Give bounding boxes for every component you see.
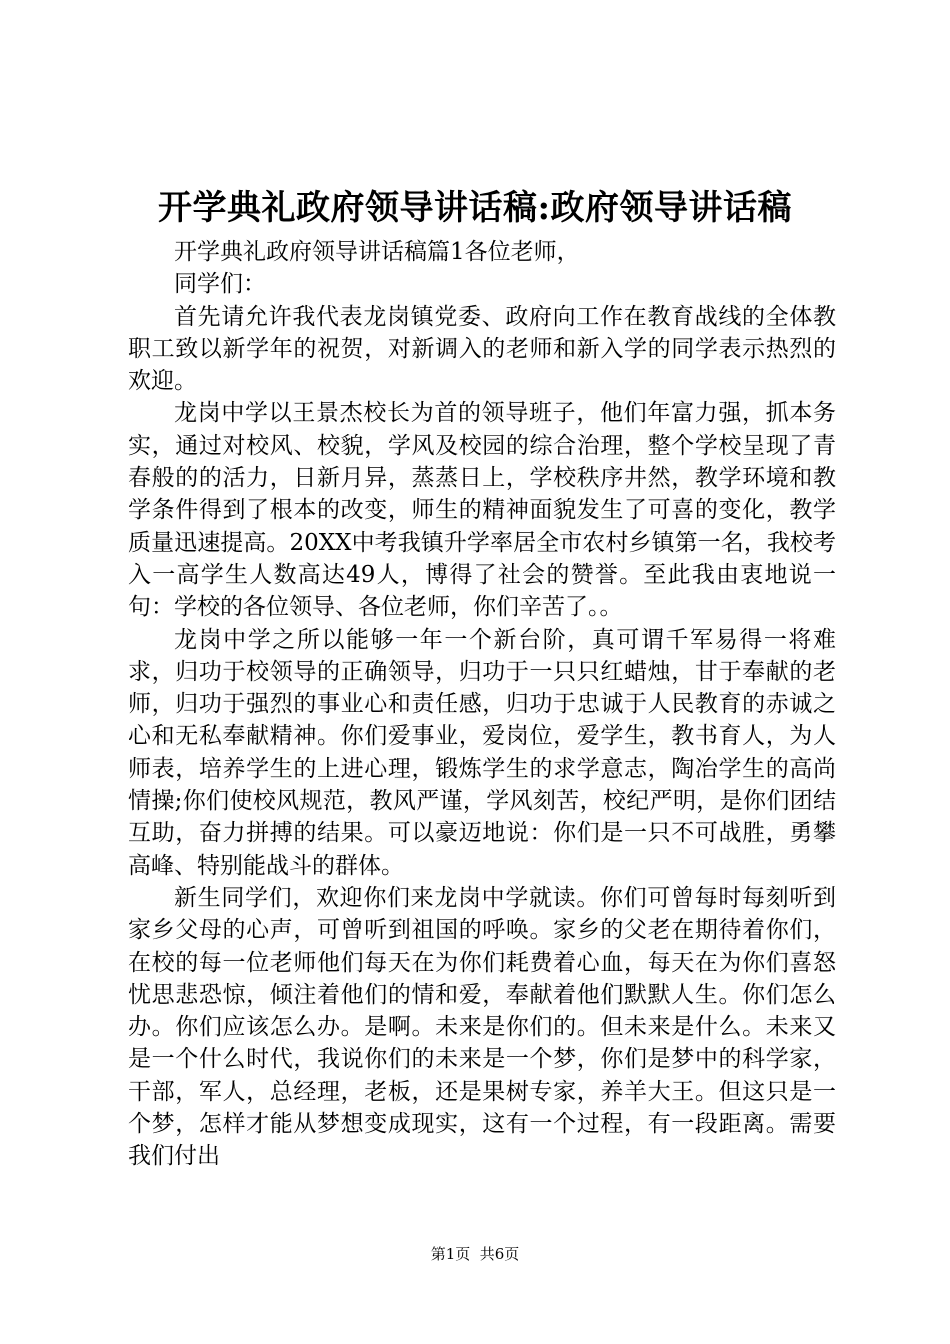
paragraph-new-students: 新生同学们，欢迎你们来龙岗中学就读。你们可曾每时每刻听到家乡父母的心声，可曾听到祖国的呼唤。家乡的父老在期待着你们，在校的每一位老师他们每天在为你们耗费着心血，每天在为你们喜怒忧思悲恐惊，倾注着他们的情和爱，奉献着他们默默人生。你们怎么办。你们应该怎么办。是啊。未来是你们的。但未来是什么。未来又是一个什么时代，我说你们的未来是一个梦，你们是梦中的科学家，干部，军人，总经理，老板，还是果树专家，养羊大王。但这只是一个梦，怎样才能从梦想变成现实，这有一个过程，有一段距离。需要我们付出: [128, 884, 836, 1170]
paragraph-welcome: 首先请允许我代表龙岗镇党委、政府向工作在教育战线的全体教职工致以新学年的祝贺，对新调入的老师和新入学的同学表示热烈的欢迎。: [128, 303, 836, 395]
paragraph-teachers-praise: 龙岗中学之所以能够一年一个新台阶，真可谓千军易得一将难求，归功于校领导的正确领导，归功于一只只红蜡烛，甘于奉献的老师，归功于强烈的事业心和责任感，归功于忠诚于人民教育的赤诚之心和无私奉献精神。你们爱事业，爱岗位，爱学生，教书育人，为人师表，培养学生的上进心理，锻炼学生的求学意志，陶冶学生的高尚情操;你们使校风规范，教风严谨，学风刻苦，校纪严明，是你们团结互助，奋力拼搏的结果。可以豪迈地说：你们是一只不可战胜，勇攀高峰、特别能战斗的群体。: [128, 626, 836, 879]
page-number-footer: 第1页 共6页: [430, 1245, 520, 1263]
document-body: [128, 236, 836, 1173]
paragraph-school-leadership: 龙岗中学以王景杰校长为首的领导班子，他们年富力强，抓本务实，通过对校风、校貌，学风及校园的综合治理，整个学校呈现了青春般的的活力，日新月异，蒸蒸日上，学校秩序井然，教学环境和教学条件得到了根本的改变，师生的精神面貌发生了可喜的变化，教学质量迅速提高。20XX中考我镇升学率居全市农村乡镇第一名，我校考入一高学生人数高达49人，博得了社会的赞誉。至此我由衷地说一句：学校的各位领导、各位老师，你们辛苦了。。: [128, 400, 836, 621]
document-title: 开学典礼政府领导讲话稿:政府领导讲话稿: [157, 188, 793, 228]
paragraph-opening: 开学典礼政府领导讲话稿篇1各位老师，: [174, 239, 580, 265]
paragraph-salutation: 同学们：: [174, 271, 266, 298]
